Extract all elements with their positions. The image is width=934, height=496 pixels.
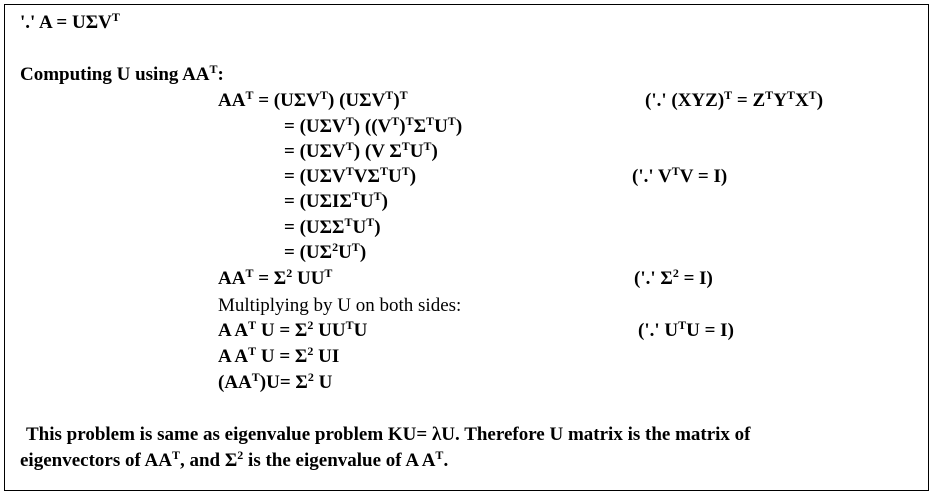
sup-t: T — [351, 189, 360, 203]
sup-t: T — [351, 240, 360, 254]
conclusion-line-2 — [20, 450, 448, 472]
premise-line — [20, 12, 120, 34]
eq-text: VΣ — [353, 166, 380, 187]
sup-t: T — [245, 88, 254, 102]
eq-text: A A — [218, 320, 249, 341]
heading-colon: : — [217, 64, 224, 85]
sup-2: 2 — [307, 318, 314, 332]
derivation-line-3 — [284, 141, 438, 163]
eq-text: U — [353, 320, 368, 341]
eq-text: AA — [218, 90, 246, 111]
eq-text: = (UΣV — [284, 141, 346, 162]
premise-text: '.' A = UΣV — [20, 12, 112, 33]
eq-text: UU — [313, 320, 346, 341]
derivation-line-2 — [284, 116, 462, 138]
derivation-line-6 — [284, 217, 381, 239]
eq-text: ) — [399, 116, 406, 137]
sup-t: T — [765, 88, 774, 102]
sup-t: T — [344, 215, 353, 229]
sup-t: T — [724, 88, 733, 102]
note-transpose-rule — [645, 90, 823, 112]
eq-text: U = Σ — [256, 346, 308, 367]
eq-text: U — [387, 166, 402, 187]
heading-text: Computing U using AA — [20, 64, 210, 85]
sup-t: T — [671, 164, 680, 178]
sup-t: T — [435, 448, 444, 462]
eq-text: Σ — [413, 116, 427, 137]
sup-t: T — [245, 266, 254, 280]
sup-t: T — [248, 318, 257, 332]
eq-text: ) — [455, 116, 463, 137]
eq-text: ) (UΣV — [328, 90, 386, 111]
multiplying-line — [218, 295, 461, 317]
derivation-line-9 — [218, 320, 367, 342]
sup-t: T — [324, 266, 333, 280]
note-text: ) — [816, 90, 824, 111]
eq-text: ) (V Σ — [353, 141, 402, 162]
eq-text: ) — [409, 166, 417, 187]
eq-text: AA — [218, 268, 246, 289]
note-text: ('.' (XYZ) — [645, 90, 725, 111]
eq-text: U — [434, 116, 448, 137]
sup-t: T — [209, 62, 218, 76]
eq-text: Multiplying by U on both sides: — [218, 295, 462, 316]
note-text: = I) — [678, 268, 713, 289]
sup-t: T — [345, 318, 354, 332]
eq-text: ) ((V — [353, 116, 392, 137]
eq-text: ) — [381, 191, 388, 212]
sup-t: T — [379, 164, 388, 178]
sup-t: T — [373, 189, 382, 203]
sup-t: T — [251, 370, 260, 384]
eq-text: ) — [431, 141, 438, 162]
derivation-line-1 — [218, 90, 408, 112]
eq-text: (AA — [218, 372, 252, 393]
sup-t: T — [808, 88, 817, 102]
eq-text: U — [409, 141, 424, 162]
eq-text: = (UΣV — [284, 116, 346, 137]
sup-t: T — [366, 215, 375, 229]
sup-2: 2 — [307, 344, 314, 358]
conclusion-text: eigenvectors of AA — [20, 450, 172, 471]
conclusion-text: . — [443, 450, 449, 471]
note-utu-identity — [638, 320, 734, 342]
eq-text: ) — [393, 90, 400, 111]
sup-2: 2 — [332, 240, 339, 254]
sup-t: T — [345, 164, 354, 178]
derivation-line-8 — [218, 268, 332, 290]
note-sigma-identity — [634, 268, 713, 290]
note-text: = Z — [732, 90, 766, 111]
derivation-line-11 — [218, 372, 332, 394]
sup-t: T — [391, 114, 400, 128]
eq-text: ) — [359, 242, 367, 263]
eq-text: = Σ — [253, 268, 287, 289]
sup-t: T — [426, 114, 435, 128]
eq-text: = (UΣΣ — [284, 217, 345, 238]
sup-2: 2 — [307, 370, 314, 384]
note-text: ('.' U — [638, 320, 679, 341]
sup-t: T — [401, 139, 410, 153]
sup-t: T — [385, 88, 394, 102]
eq-text: U — [359, 191, 374, 212]
conclusion-text: is the eigenvalue of A A — [243, 450, 436, 471]
eq-text: U = Σ — [256, 320, 308, 341]
note-vtv-identity — [632, 166, 727, 188]
sup-2: 2 — [286, 266, 293, 280]
sup-t: T — [345, 114, 354, 128]
eq-text: A A — [218, 346, 249, 367]
eq-text: UU — [292, 268, 325, 289]
note-text: Y — [773, 90, 787, 111]
sup-t: T — [401, 164, 410, 178]
sup-t: T — [345, 139, 354, 153]
eq-text: U — [313, 372, 333, 393]
eq-text: )U= Σ — [259, 372, 308, 393]
eq-text: = (UΣV — [253, 90, 320, 111]
eq-text: UI — [313, 346, 340, 367]
sup-2: 2 — [237, 448, 244, 462]
note-text: V = I) — [679, 166, 728, 187]
note-text: ('.' V — [632, 166, 672, 187]
note-text: U = I) — [686, 320, 734, 341]
derivation-line-5 — [284, 191, 388, 213]
sup-t: T — [111, 10, 120, 24]
derivation-line-10 — [218, 346, 339, 368]
sup-t: T — [423, 139, 432, 153]
sup-t: T — [447, 114, 456, 128]
section-heading — [20, 64, 224, 86]
sup-t: T — [248, 344, 257, 358]
derivation-line-7 — [284, 242, 366, 264]
eq-text: = (UΣV — [284, 166, 346, 187]
derivation-line-4 — [284, 166, 416, 188]
sup-t: T — [171, 448, 180, 462]
sup-t: T — [399, 88, 408, 102]
sup-t: T — [786, 88, 795, 102]
eq-text: = (UΣIΣ — [284, 191, 352, 212]
sup-t: T — [678, 318, 687, 332]
conclusion-text: , and Σ — [179, 450, 238, 471]
sup-t: T — [405, 114, 414, 128]
conclusion-line-1 — [26, 424, 751, 446]
note-text: X — [794, 90, 809, 111]
eq-text: U — [352, 217, 367, 238]
sup-t: T — [320, 88, 329, 102]
eq-text: ) — [374, 217, 381, 238]
eq-text: = (UΣ — [284, 242, 333, 263]
conclusion-text: This problem is same as eigenvalue problem KU= λU. Therefore U matrix is the matrix of — [26, 424, 751, 445]
note-text: ('.' Σ — [634, 268, 673, 289]
eq-text: U — [338, 242, 352, 263]
sup-2: 2 — [672, 266, 679, 280]
